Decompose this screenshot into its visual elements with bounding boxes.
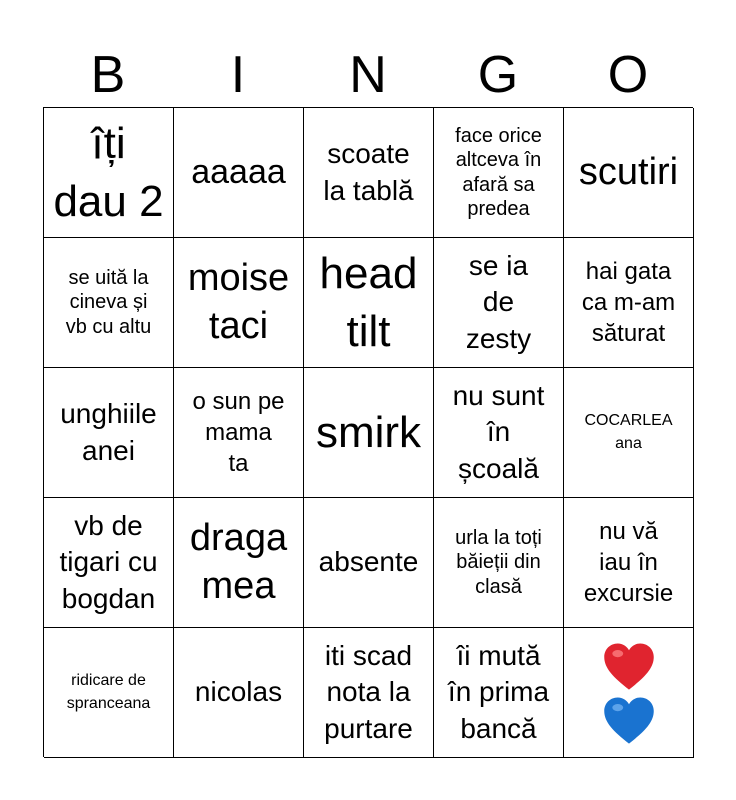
cell-label: urla la toți băieții din clasă [455,526,542,598]
bingo-cell[interactable] [564,498,694,628]
hearts-stack [602,641,656,745]
cell-label: ridicare de spranceana [66,672,151,712]
bingo-cell[interactable] [304,108,434,238]
cell-label: hai gata ca m-am săturat [581,257,676,348]
bingo-cell[interactable] [44,498,174,628]
cell-label: iti scad nota la purtare [324,639,413,744]
header-letter-g: G [477,46,519,104]
cell-label: îi mută în prima bancă [447,639,550,744]
cell-label: smirk [315,407,422,457]
cell-label: se ia de zesty [465,249,532,354]
cell-label: aaaaa [191,153,286,192]
cell-label: face orice altceva în afară sa predea [455,124,542,220]
cell-label: nicolas [194,676,283,708]
bingo-cell[interactable] [304,628,434,758]
cell-label: îți dau 2 [53,119,164,226]
bingo-cell[interactable] [304,368,434,498]
bingo-cell[interactable] [434,368,564,498]
header-letter-n: N [349,46,387,104]
bingo-cell[interactable] [564,108,694,238]
cell-label: nu vă iau în excursie [583,517,674,608]
bingo-cell[interactable] [304,498,434,628]
blue-heart-icon [602,695,656,745]
cell-label: COCARLEA ana [584,412,673,452]
bingo-header [43,44,693,106]
bingo-cell-hearts[interactable] [564,628,694,758]
cell-label: vb de tigari cu bogdan [59,509,158,614]
bingo-cell[interactable] [44,108,174,238]
bingo-cell[interactable] [174,368,304,498]
bingo-cell[interactable] [44,238,174,368]
bingo-cell[interactable] [434,628,564,758]
bingo-cell[interactable] [564,368,694,498]
bingo-cell[interactable] [44,628,174,758]
bingo-cell[interactable] [434,108,564,238]
bingo-cell[interactable] [44,368,174,498]
cell-label: moise taci [187,257,290,347]
bingo-cell[interactable] [174,238,304,368]
bingo-cell[interactable] [564,238,694,368]
bingo-board [43,107,693,757]
bingo-cell[interactable] [434,238,564,368]
bingo-cell[interactable] [304,238,434,368]
cell-label: nu sunt în școală [452,379,545,484]
red-heart-icon [602,641,656,691]
header-letter-b: B [90,46,126,104]
cell-label: o sun pe mama ta [192,387,285,478]
cell-label: scoate la tablă [323,138,414,206]
bingo-cell[interactable] [174,628,304,758]
cell-label: se uită la cineva și vb cu altu [65,266,152,338]
cell-label: draga mea [189,517,288,607]
cell-label: head tilt [319,249,418,356]
cell-label: absente [318,546,419,578]
bingo-cell[interactable] [434,498,564,628]
cell-label: unghiile anei [60,398,157,466]
header-letter-o: O [607,46,649,104]
header-letter-i: I [230,46,246,104]
bingo-cell[interactable] [174,498,304,628]
bingo-cell[interactable] [174,108,304,238]
cell-label: scutiri [578,150,679,193]
